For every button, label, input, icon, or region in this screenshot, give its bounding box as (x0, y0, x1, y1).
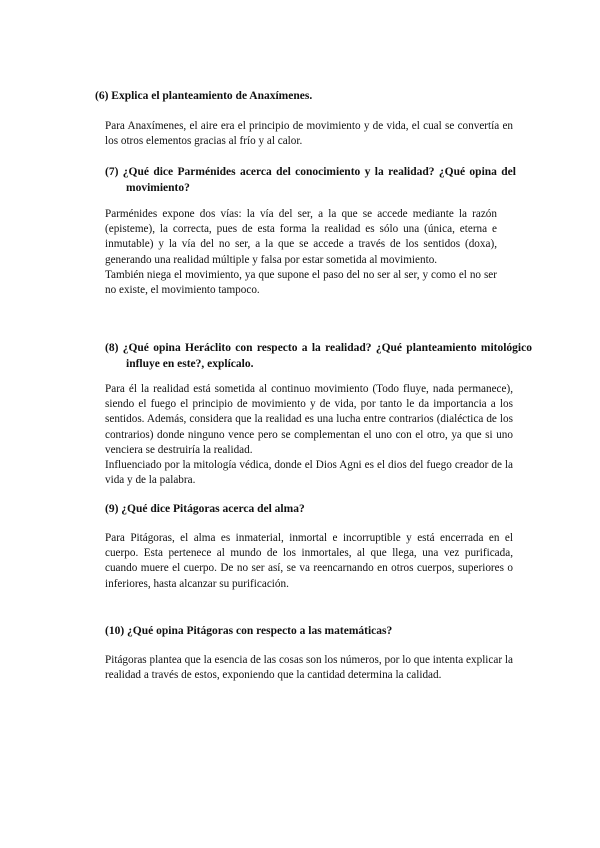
question-7-heading: (7) ¿Qué dice Parménides acerca del conocimiento y la realidad? ¿Qué opina del movimiento? (105, 166, 516, 194)
question-8-heading: (8) ¿Qué opina Heráclito con respecto a la realidad? ¿Qué planteamiento mitológico influye en este?, explícalo. (105, 342, 532, 370)
answer-8-text-1: Para él la realidad está sometida al continuo movimiento (Todo fluye, nada permanece), siendo el fuego el principio de movimiento y de vida, por tanto le da importancia a los sentidos. Además, considera que la realidad es una lucha entre contrarios (dialéctica de los contrarios) donde ninguno vence pero se complementan el uno con el otro, ya que si uno venciera se destruiría la realidad. (105, 383, 513, 456)
question-10-heading: (10) ¿Qué opina Pitágoras con respecto a las matemáticas? (105, 625, 393, 637)
answer-7-text-1: Parménides expone dos vías: la vía del ser, a la que se accede mediante la razón (episteme), la correcta, pues de esta forma la realidad es sólo una (única, eterna e inmutable) y la vía del no ser, a la que se accede a través de los sentidos (doxa), generando una realidad múltiple y falsa por estar sometida al movimiento. (105, 208, 497, 266)
answer-10-paragraph: Pitágoras plantea que la esencia de las cosas son los números, por lo que intenta explicar la realidad a través de estos, exponiendo que la cantidad determina la calidad. (105, 654, 513, 682)
answer-7-paragraph (105, 207, 497, 298)
answer-8-text-2: Influenciado por la mitología védica, donde el Dios Agni es el dios del fuego creador de la vida y de la palabra. (105, 459, 513, 487)
answer-8-paragraph (105, 382, 513, 488)
answer-9-paragraph: Para Pitágoras, el alma es inmaterial, inmortal e incorruptible y está encerrada en el cuerpo. Esta pertenece al mundo de los inmortales, al que llega, una vez purificada, cuando muere el cuerpo. De no ser así, se va reencarnando en otros cuerpos, superiores o inferiores, hasta alcanzar su purificación. (105, 532, 513, 590)
answer-6-paragraph: Para Anaxímenes, el aire era el principio de movimiento y de vida, el cual se convertía en los otros elementos gracias al frío y al calor. (105, 120, 513, 148)
answer-7-text-2: También niega el movimiento, ya que supone el paso del no ser al ser, y como el no ser no existe, el movimiento tampoco. (105, 268, 497, 297)
question-9-heading: (9) ¿Qué dice Pitágoras acerca del alma? (105, 503, 305, 515)
question-6-heading: (6) Explica el planteamiento de Anaxímenes. (95, 90, 313, 102)
